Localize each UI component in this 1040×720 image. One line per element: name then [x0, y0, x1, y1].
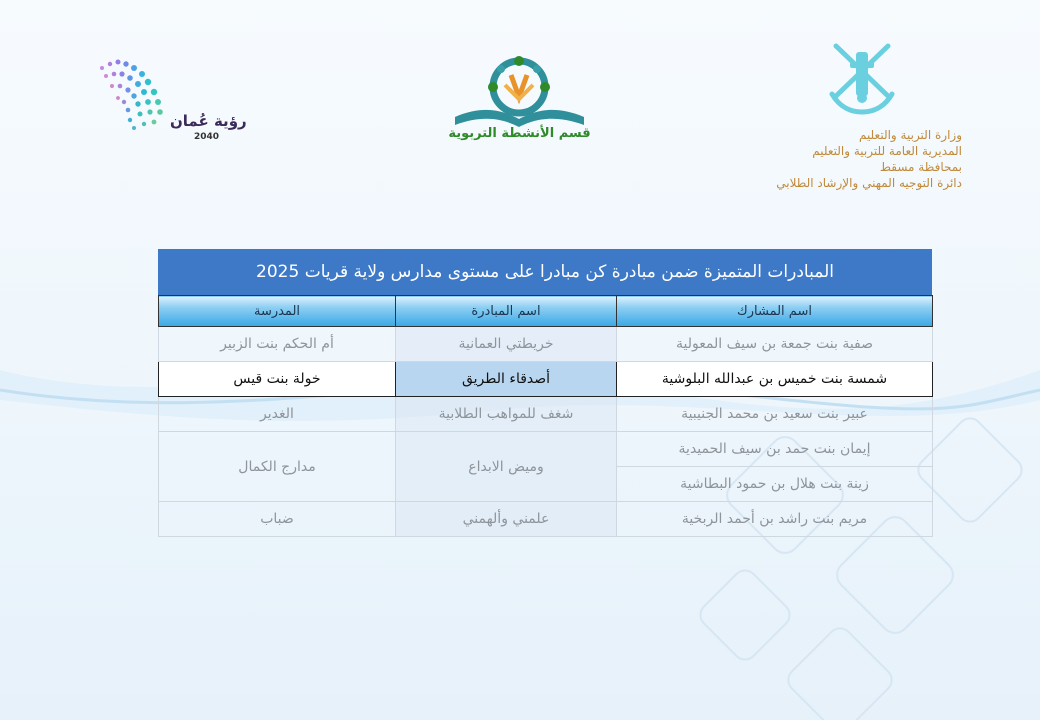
initiative-cell: علمني وألهمني — [396, 502, 617, 537]
initiative-cell: خريطتي العمانية — [396, 327, 617, 362]
table-header-row — [159, 296, 933, 327]
ministry-line: وزارة التربية والتعليم — [858, 128, 962, 142]
initiative-cell: أصدقاء الطريق — [396, 362, 617, 397]
school-cell: مدارج الكمال — [159, 432, 396, 502]
participant-cell: شمسة بنت خميس بن عبدالله البلوشية — [617, 362, 933, 397]
table-row — [159, 397, 933, 432]
school-cell: أم الحكم بنت الزبير — [159, 327, 396, 362]
table-row — [159, 502, 933, 537]
school-cell: الغدير — [159, 397, 396, 432]
ministry-header — [700, 127, 962, 191]
table-row — [159, 432, 933, 467]
ministry-line: المديرية العامة للتربية والتعليم — [812, 144, 962, 158]
participant-cell: زينة بنت هلال بن حمود البطاشية — [617, 467, 933, 502]
header-school: المدرسة — [159, 296, 396, 327]
table-title: المبادرات المتميزة ضمن مبادرة كن مبادرا على مستوى مدارس ولاية قريات 2025 — [158, 249, 932, 295]
initiative-cell: وميض الابداع — [396, 432, 617, 502]
vision-year: 2040 — [194, 132, 220, 142]
initiative-cell: شغف للمواهب الطلابية — [396, 397, 617, 432]
participant-cell: إيمان بنت حمد بن سيف الحميدية — [617, 432, 933, 467]
school-cell: ضباب — [159, 502, 396, 537]
header-participant: اسم المشارك — [617, 296, 933, 327]
participant-cell: مريم بنت راشد بن أحمد الربخية — [617, 502, 933, 537]
table-row-highlighted — [159, 362, 933, 397]
header-initiative: اسم المبادرة — [396, 296, 617, 327]
vision-dots-icon — [92, 50, 202, 150]
oman-national-emblem-icon — [822, 38, 902, 118]
vision-logo — [92, 50, 252, 155]
table-row — [159, 327, 933, 362]
participant-cell: عبير بنت سعيد بن محمد الجنيبية — [617, 397, 933, 432]
initiatives-table — [158, 249, 932, 537]
vision-title: رؤية عُمان — [170, 112, 247, 130]
activities-title: قسم الأنشطة التربوية — [448, 126, 591, 141]
participant-cell: صفية بنت جمعة بن سيف المعولية — [617, 327, 933, 362]
ministry-line: دائرة التوجيه المهني والإرشاد الطلابي — [776, 176, 962, 190]
school-cell: خولة بنت قيس — [159, 362, 396, 397]
ministry-line: بمحافظة مسقط — [879, 160, 962, 174]
